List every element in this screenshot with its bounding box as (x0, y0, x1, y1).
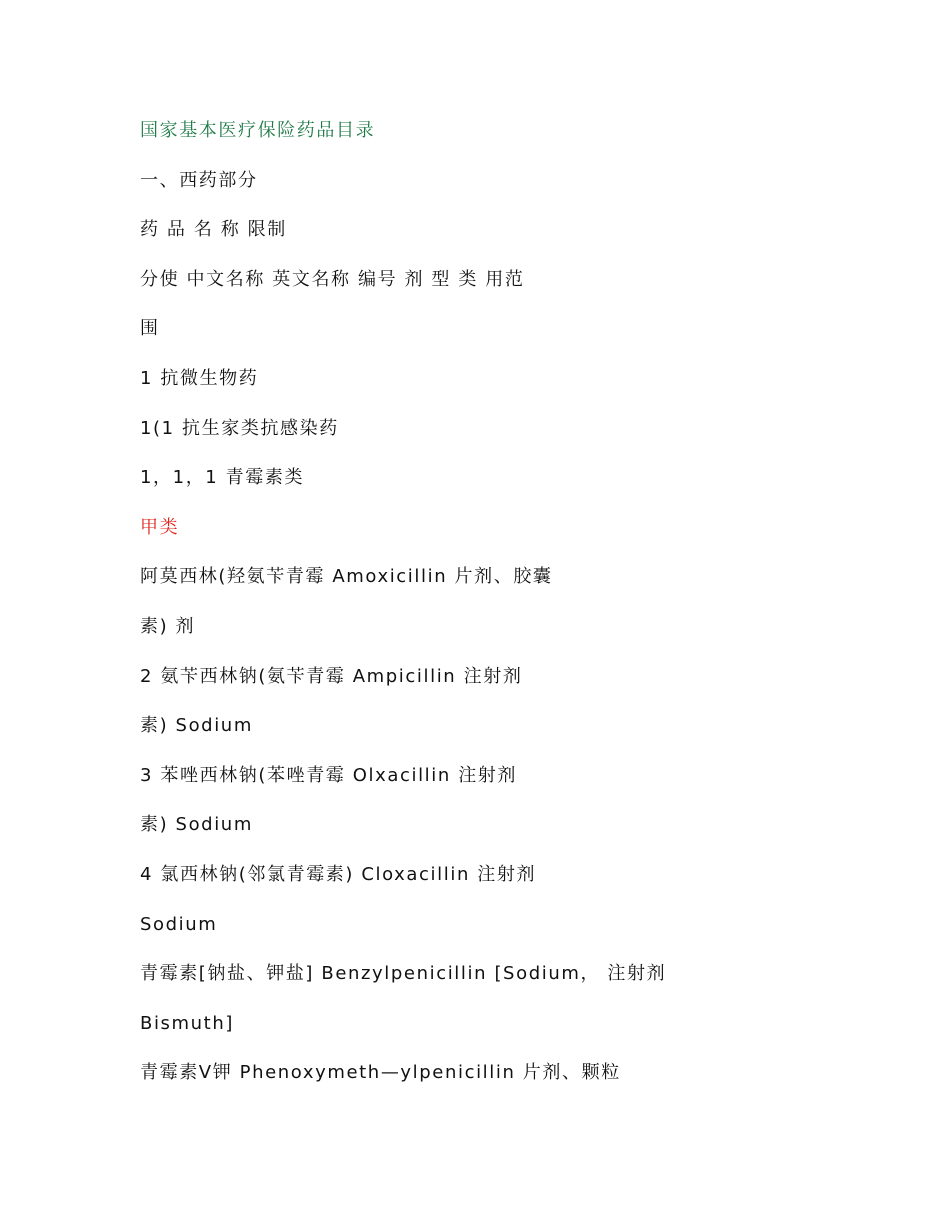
document-body (140, 113, 840, 1105)
subcategory-heading: 1(1 抗生家类抗感染药 (140, 417, 339, 439)
drug-entry-line: Sodium (140, 913, 218, 935)
table-header-row-2: 分使 中文名称 英文名称 编号 剂 型 类 用范 (140, 268, 525, 290)
drug-entry-line: 素) 剂 (140, 615, 196, 637)
drug-entry-line: 阿莫西林(羟氨苄青霉 Amoxicillin 片剂、胶囊 (140, 566, 553, 588)
drug-entry-line: 素) Sodium (140, 715, 253, 737)
class-label: 甲类 (140, 516, 180, 538)
drug-entry-line: 素) Sodium (140, 814, 253, 836)
drug-entry-line: 4 氯西林钠(邻氯青霉素) Cloxacillin 注射剂 (140, 863, 537, 885)
drug-entry-line: Bismuth] (140, 1012, 234, 1034)
category-heading: 1 抗微生物药 (140, 367, 259, 389)
subcategory-heading: 1，1，1 青霉素类 (140, 467, 305, 489)
drug-entry-line: 青霉素Ⅴ钾 Phenoxymeth—ylpenicillin 片剂、颗粒 (140, 1062, 621, 1084)
drug-entry-line: 2 氨苄西林钠(氨苄青霉 Ampicillin 注射剂 (140, 665, 523, 687)
table-header-row-3: 围 (140, 318, 160, 340)
section-heading: 一、西药部分 (140, 169, 258, 191)
drug-entry-line: 3 苯唑西林钠(苯唑青霉 Olxacillin 注射剂 (140, 764, 517, 786)
drug-entry-line: 青霉素[钠盐、钾盐] Benzylpenicillin [Sodium， 注射剂 (140, 963, 667, 985)
document-title: 国家基本医疗保险药品目录 (140, 120, 376, 141)
table-header-row-1: 药 品 名 称 限制 (140, 219, 287, 241)
